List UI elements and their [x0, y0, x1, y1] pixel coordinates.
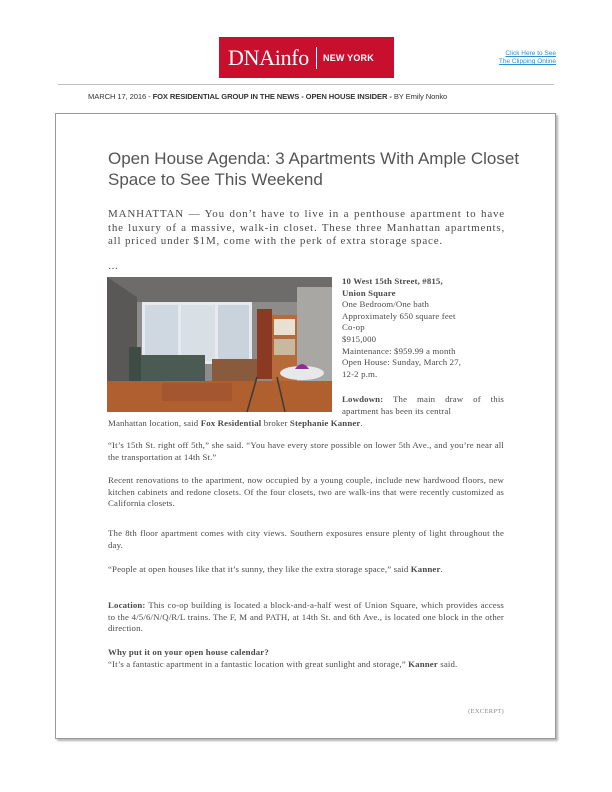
lowdown-continuation — [108, 418, 504, 430]
logo-divider — [316, 47, 317, 69]
listing-open-house-1: Open House: Sunday, March 27, — [342, 357, 462, 368]
header-org: FOX RESIDENTIAL GROUP IN THE NEWS - OPEN HOUSE INSIDER - — [152, 92, 394, 101]
listing-address-1: 10 West 15th Street, #815, — [342, 276, 443, 286]
why-text: “It’s a fantastic apartment in a fantastic location with great sunlight and storage,” — [108, 659, 409, 669]
lowdown-cont-text: Manhattan location, said — [108, 418, 201, 428]
logo-wordmark: DNAinfo — [228, 44, 310, 70]
listing-open-house-2: 12-2 p.m. — [342, 368, 378, 379]
why-name: Kanner — [408, 659, 438, 669]
location-label: Location: — [108, 600, 146, 610]
excerpt-label: (EXCERPT) — [468, 708, 504, 715]
why-heading-text: Why put it on your open house calendar? — [108, 647, 269, 657]
broker-role: broker — [261, 418, 290, 428]
intro-ellipsis: … — [108, 261, 118, 272]
header-rule — [58, 84, 554, 85]
dnainfo-logo — [219, 37, 394, 78]
location-paragraph — [108, 600, 504, 635]
quote-paragraph-2 — [108, 564, 504, 576]
article-intro: MANHATTAN — You don’t have to live in a penthouse apartment to have the luxury of a massive, walk-in closet. These three Manhattan apartments, all priced under $1M, come with the perk of extra storage space. — [108, 208, 505, 247]
lowdown-text: The main draw of this apartment has been its central — [342, 394, 504, 416]
why-said: said. — [437, 659, 458, 669]
listing-rooms: One Bedroom/One bath — [342, 299, 430, 310]
apartment-photo — [107, 277, 332, 412]
firm-name: Fox Residential — [200, 418, 262, 428]
lowdown-paragraph — [342, 394, 504, 417]
header-line — [88, 92, 447, 101]
clipping-link-line2[interactable]: The Clipping Online — [498, 58, 556, 65]
quote2-name: Kanner — [410, 564, 441, 574]
listing-maintenance: Maintenance: $959.99 a month — [342, 345, 456, 356]
logo-city: NEW YORK — [323, 52, 374, 63]
listing-size: Approximately 650 square feet — [342, 310, 456, 321]
why-heading — [108, 647, 504, 659]
quote2-period: . — [440, 564, 443, 574]
broker-name: Stephanie Kanner — [289, 418, 361, 428]
article-title: Open House Agenda: 3 Apartments With Ample Closet Space to See This Weekend — [108, 149, 520, 189]
lowdown-period: . — [360, 418, 363, 428]
listing-price: $915,000 — [342, 333, 377, 344]
quote2-text: “People at open houses like that it’s sunny, they like the extra storage space,” said — [108, 564, 411, 574]
listing-type: Co-op — [342, 322, 365, 333]
why-paragraph — [108, 659, 504, 671]
lowdown-label: Lowdown: — [342, 394, 384, 404]
clipping-link-line1[interactable]: Click Here to See — [505, 50, 556, 57]
listing-facts — [342, 276, 461, 380]
quote-paragraph-1: “It’s 15th St. right off 5th,” she said. “You have every store possible on lower 5th Ave., and you’re near all the transportation at 14th St.” — [108, 440, 504, 462]
renovations-paragraph: Recent renovations to the apartment, now occupied by a young couple, include new hardwood floors, new kitchen cabinets and redone closets. Of the four closets, two are walk-ins that were recently customized as California closets. — [108, 475, 504, 508]
header-byline: BY Emily Nonko — [393, 92, 448, 101]
location-text: This co-op building is located a block-and-a-half west of Union Square, which provides access to the 4/5/6/N/Q/R/L trains. The F, M and PATH, at 14th St. and 6th Ave., is located one block in the other direction. — [108, 600, 504, 633]
views-paragraph: The 8th floor apartment comes with city views. Southern exposures ensure plenty of light throughout the day. — [108, 528, 504, 550]
header-date: MARCH 17, 2016 - — [88, 92, 153, 101]
listing-address-2: Union Square — [342, 287, 396, 298]
